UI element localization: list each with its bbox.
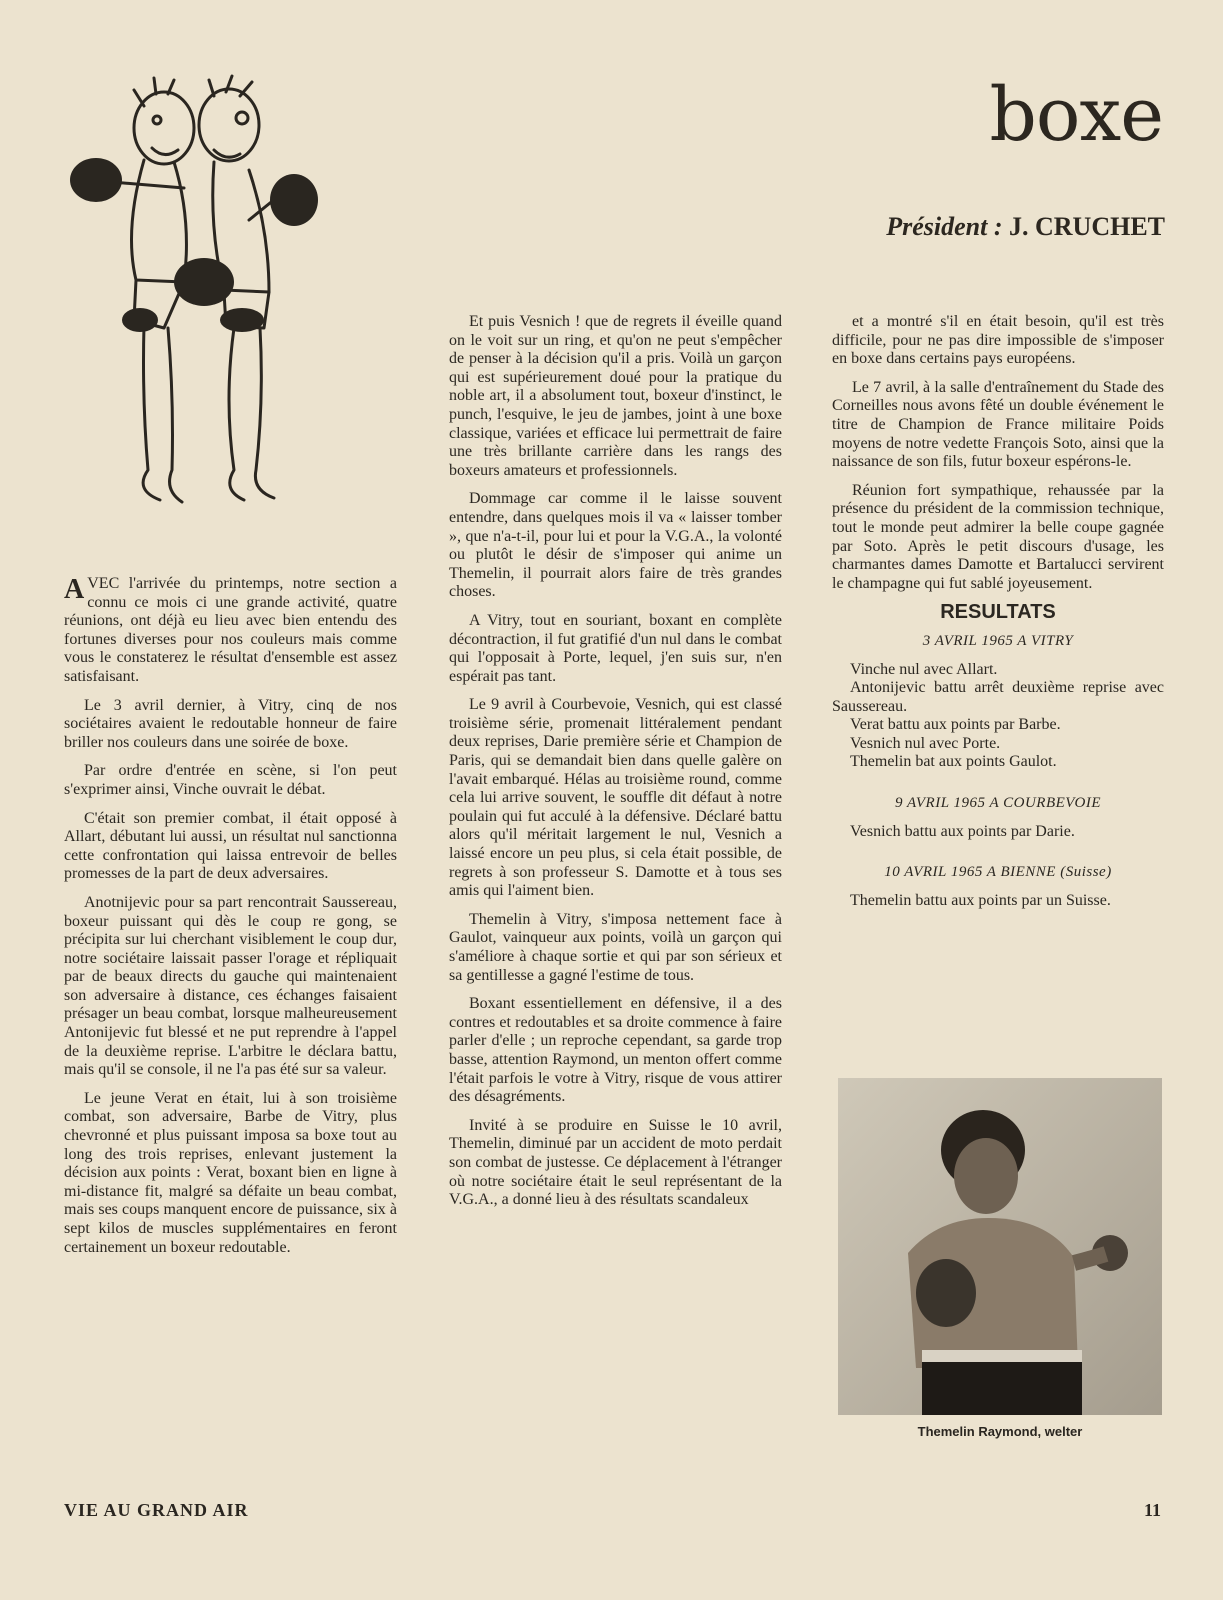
boxers-cartoon-illustration [64,70,336,520]
article-column-2 [449,313,782,1220]
article-paragraph: Par ordre d'entrée en scène, si l'on peut s'exprimer ainsi, Vinche ouvrait le débat. [64,762,397,798]
article-paragraph: Le 9 avril à Courbevoie, Vesnich, qui est classé troisième série, promenait littéralement pendant deux reprises, Darie première série et Champion de Paris, qui se demandait bien dans quelle galère on l'avait embarqué. Hélas au troisième round, comme cela lui arrive souvent, le souffle dit défaut à notre poulain qui fut acculé à la défensive. Déclaré battu alors qu'il méritait largement le nul, Vesnich a laissé encore un peu plus, si cela était possible, de regrets à son professeur S. Damotte et à tous ses amis qui l'aiment bien. [449,696,782,900]
article-paragraph: Le 3 avril dernier, à Vitry, cinq de nos sociétaires avaient le redoutable honneur de faire briller nos couleurs dans une soirée de boxe. [64,696,397,751]
result-list [832,892,1164,911]
article-paragraph: Invité à se produire en Suisse le 10 avril, Themelin, diminué par un accident de moto perdait son combat de justesse. Ce déplacement à l'étranger où notre sociétaire était le seul représentant de la V.G.A., a donné lieu à des résultats scandaleux [449,1116,782,1209]
result-line: Vinche nul avec Allart. [850,660,998,678]
drop-cap: A [64,574,85,605]
magazine-name: VIE AU GRAND AIR [64,1500,249,1520]
page-title: boxe [989,72,1163,158]
result-line: Vesnich nul avec Porte. [850,734,1001,752]
article-paragraph: A Vitry, tout en souriant, boxant en complète décontraction, il fut gratifié d'un nul dans le combat qui l'opposait à Porte, lequel, j'en suis sur, n'en espérait pas tant. [449,611,782,685]
result-line: Themelin battu aux points par un Suisse. [850,891,1111,909]
result-date-heading: 9 AVRIL 1965 A COURBEVOIE [894,795,1102,812]
article-paragraph: C'était son premier combat, il était opposé à Allart, débutant lui aussi, un résultat nul sanctionna cette confrontation qui laissa entrevoir de belles promesses de la part de deux adversaires. [64,809,397,883]
result-line: Vesnich battu aux points par Darie. [850,822,1075,840]
boxer-photo [838,1078,1162,1415]
article-column-3 [832,313,1164,932]
article-paragraph: Dommage car comme il le laisse souvent entendre, dans quelques mois il va « laisser tomber », que n'a-t-il, pour lui et pour la V.G.A., la volonté ou plutôt le désir de s'imposer qui anime un Themelin, il pourrait alors faire de très grandes choses. [449,490,782,601]
page-number: 11 [1143,1500,1161,1520]
article-paragraph: Boxant essentiellement en défensive, il a des contres et redoutables et sa droite commence à faire parler d'elle ; un reproche cependant, sa garde trop basse, attention Raymond, un menton offert comme l'était parfois le votre à Vitry, risque de vous attirer des désagréments. [449,995,782,1106]
result-list [832,823,1164,842]
photo-caption: Themelin Raymond, welter [917,1424,1083,1439]
result-line: Themelin bat aux points Gaulot. [850,753,1057,771]
result-line: Antonijevic battu arrêt deuxième reprise avec Saussereau. [832,679,1164,715]
article-paragraph: AVEC l'arrivée du printemps, notre section a connu ce mois ci une grande activité, quatre réunions, ont déjà eu lieu avec bien entendu des fortunes diverses pour nos couleurs mais comme vous le constaterez le résultat d'ensemble est assez satisfaisant. [64,574,397,685]
president-name: J. CRUCHET [1008,212,1165,241]
result-date-heading: 10 AVRIL 1965 A BIENNE (Suisse) [884,864,1112,881]
article-paragraph: et a montré s'il en était besoin, qu'il est très difficile, pour ne pas dire impossible de s'imposer en boxe dans certains pays européens. [832,313,1164,368]
president-label: Président : [886,212,1003,241]
result-line: Verat battu aux points par Barbe. [850,716,1061,734]
result-list [832,661,1164,773]
boxer-photo-silhouette [838,1078,1162,1415]
article-paragraph: Themelin à Vitry, s'imposa nettement face à Gaulot, vainqueur aux points, voilà un garçon qui s'améliore à chaque sortie et qui par son sérieux et sa gentillesse a gagné l'estime de tous. [449,910,782,984]
result-date-heading: 3 AVRIL 1965 A VITRY [922,632,1074,649]
article-paragraph: Le jeune Verat en était, lui à son troisième combat, son adversaire, Barbe de Vitry, plus chevronné et plus puissant imposa sa boxe tout au long des trois reprises, enlevant justement la décision aux points : Verat, boxant bien en ligne à mi-distance fit, malgré sa défaite un beau combat, mais ses coups manquent encore de puissance, six à sept kilos de muscles supplémentaires en feront certainement un boxeur redoutable. [64,1089,397,1256]
article-paragraph: Réunion fort sympathique, rehaussée par la présence du président de la commission technique, tout le monde peut admirer la belle coupe gagnée par Soto. Après le petit discours d'usage, les charmantes dames Damotte et Bartalucci servirent le champagne qui fut sablé joyeusement. [832,481,1164,592]
article-paragraph: Le 7 avril, à la salle d'entraînement du Stade des Corneilles nous avons fêté un double événement le titre de Champion de France militaire Poids moyens de notre vedette François Soto, ainsi que la naissance de son fils, futur boxeur espérons-le. [832,378,1164,471]
president-line [886,212,1165,242]
article-paragraph: Anotnijevic pour sa part rencontrait Saussereau, boxeur puissant qui dès le coup re gong, se précipita sur lui cherchant visiblement le coup dur, notre sociétaire laissait passer l'orage et répliquait par de beaux directs du gauche qui maintenaient son adversaire à distance, ces échanges faisaient présager un beau combat, lorsque malheureusement Antonijevic fut blessé et ne put reprendre à l'appel de la deuxième reprise. L'arbitre le déclara battu, mais qu'il se console, il ne l'a pas été sur sa valeur. [64,893,397,1079]
article-column-1 [64,575,397,1267]
article-paragraph: Et puis Vesnich ! que de regrets il éveille quand on le voit sur un ring, et qu'on ne peut s'empêcher de penser à la décision qu'il a pris. Voilà un garçon qui est supérieurement doué pour la pratique du noble art, il a absolument tout, boxeur d'instinct, le punch, l'esquive, le jeu de jambes, joint à une boxe classique, variées et efficace lui permettrait de faire une très brillante carrière dans les rangs des boxeurs amateurs et professionnels. [449,313,782,479]
results-title: RESULTATS [940,601,1056,624]
